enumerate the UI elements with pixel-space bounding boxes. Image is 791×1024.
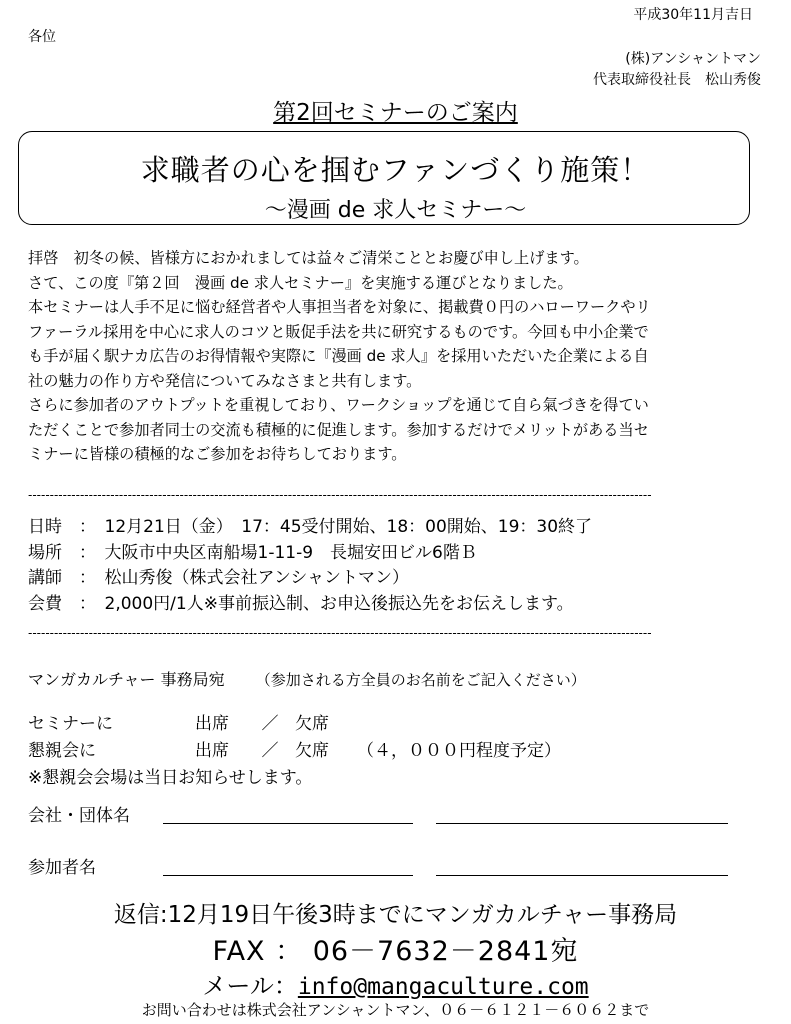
reply-deadline: 返信:12月19日午後3時までにマンガカルチャー事務局 bbox=[113, 902, 678, 928]
fax-number: FAX ： 06－7632－2841宛 bbox=[212, 936, 579, 967]
venue-note: ※懇親会会場は当日お知らせします。 bbox=[28, 768, 313, 788]
document-date: 平成30年11月吉日 bbox=[633, 7, 753, 23]
attendee-input-line[interactable] bbox=[163, 875, 413, 876]
body-line: ただくことで参加者同士の交流も積極的に促進します。参加するだけでメリットがある当セ bbox=[28, 420, 649, 439]
sender-company: (株)アンシャントマン bbox=[625, 51, 761, 67]
body-line: 社の魅力の作り方や発信についてみなさまと共有します。 bbox=[28, 371, 422, 390]
mail-line bbox=[0, 966, 791, 1001]
body-line: 拝啓 初冬の候、皆様方におかれましては益々ご清栄こととお慶び申し上げます。 bbox=[28, 249, 589, 267]
sub-title: ～漫画 de 求人セミナー～ bbox=[264, 198, 527, 223]
party-attendance-row bbox=[28, 736, 561, 761]
detail-place: 場所 ： 大阪市中央区南船場1-11-9 長堀安田ビル6階Ｂ bbox=[28, 542, 477, 563]
event-details bbox=[28, 515, 592, 617]
office-label: マンガカルチャー 事務局宛 bbox=[28, 670, 225, 689]
contact-info: お問い合わせは株式会社アンシャントマン、０６－６１２１－６０６２まで bbox=[141, 1001, 650, 1019]
mail-label: メール： bbox=[202, 972, 298, 1000]
detail-fee: 会費 ： 2,000円/1人※事前振込制、お申込後振込先をお伝えします。 bbox=[28, 593, 574, 614]
separator-line: ------------------------------------------------------------------------------------------------------------------------------------------------ bbox=[28, 488, 652, 502]
body-line: も手が届く駅ナカ広告のお得情報や実際に『漫画 de 求人』を採用いただいた企業による自 bbox=[28, 347, 649, 365]
recipient: 各位 bbox=[28, 29, 56, 45]
seminar-attendance-row bbox=[28, 709, 345, 734]
body-line: ファーラル採用を中心に求人のコツと販促手法を共に研究するものです。今回も中小企業で bbox=[28, 322, 649, 341]
detail-datetime: 日時 ： 12月21日（金） 17：45受付開始、18：00開始、19：30終了 bbox=[28, 517, 593, 537]
attendee-input-line-2[interactable] bbox=[436, 875, 728, 876]
party-attend-option[interactable]: 出席 bbox=[195, 741, 229, 761]
slash-separator: ／ bbox=[261, 741, 279, 761]
body-line: さて、この度『第２回 漫画 de 求人セミナー』を実施する運びとなりました。 bbox=[28, 273, 573, 292]
body-line: ミナーに皆様の積極的なご参加をお待ちしております。 bbox=[28, 445, 407, 463]
separator-line: ------------------------------------------------------------------------------------------------------------------------------------------------ bbox=[28, 626, 652, 640]
seminar-title: 第2回セミナーのご案内 bbox=[273, 100, 518, 126]
main-title: 求職者の心を掴むファンづくり施策！ bbox=[140, 153, 651, 187]
company-input-line-2[interactable] bbox=[436, 823, 728, 824]
seminar-label: セミナーに bbox=[28, 714, 113, 734]
body-text bbox=[28, 246, 768, 467]
seminar-attend-option[interactable]: 出席 bbox=[195, 714, 229, 734]
mail-address-link[interactable]: info@mangaculture.com bbox=[297, 974, 589, 1000]
body-line: さらに参加者のアウトプットを重視しており、ワークショップを通じて自ら氣づきを得てい bbox=[28, 396, 649, 414]
office-note: （参加される方全員のお名前をご記入ください） bbox=[255, 671, 586, 689]
attendee-label: 参加者名 bbox=[28, 858, 96, 878]
seminar-absent-option[interactable]: 欠席 bbox=[295, 714, 329, 734]
detail-lecturer: 講師 ： 松山秀俊（株式会社アンシャントマン） bbox=[28, 568, 410, 588]
company-label: 会社・団体名 bbox=[28, 806, 130, 826]
slash-separator: ／ bbox=[261, 714, 279, 734]
body-line: 本セミナーは人手不足に悩む経営者や人事担当者を対象に、掲載費０円のハローワークやリ bbox=[28, 298, 651, 316]
company-input-line[interactable] bbox=[163, 823, 413, 824]
office-address bbox=[28, 667, 586, 690]
party-label: 懇親会に bbox=[28, 741, 96, 761]
party-fee-note: （４，０００円程度予定） bbox=[357, 741, 561, 761]
party-absent-option[interactable]: 欠席 bbox=[295, 741, 329, 761]
sender-representative: 代表取締役社長 松山秀俊 bbox=[593, 72, 761, 88]
